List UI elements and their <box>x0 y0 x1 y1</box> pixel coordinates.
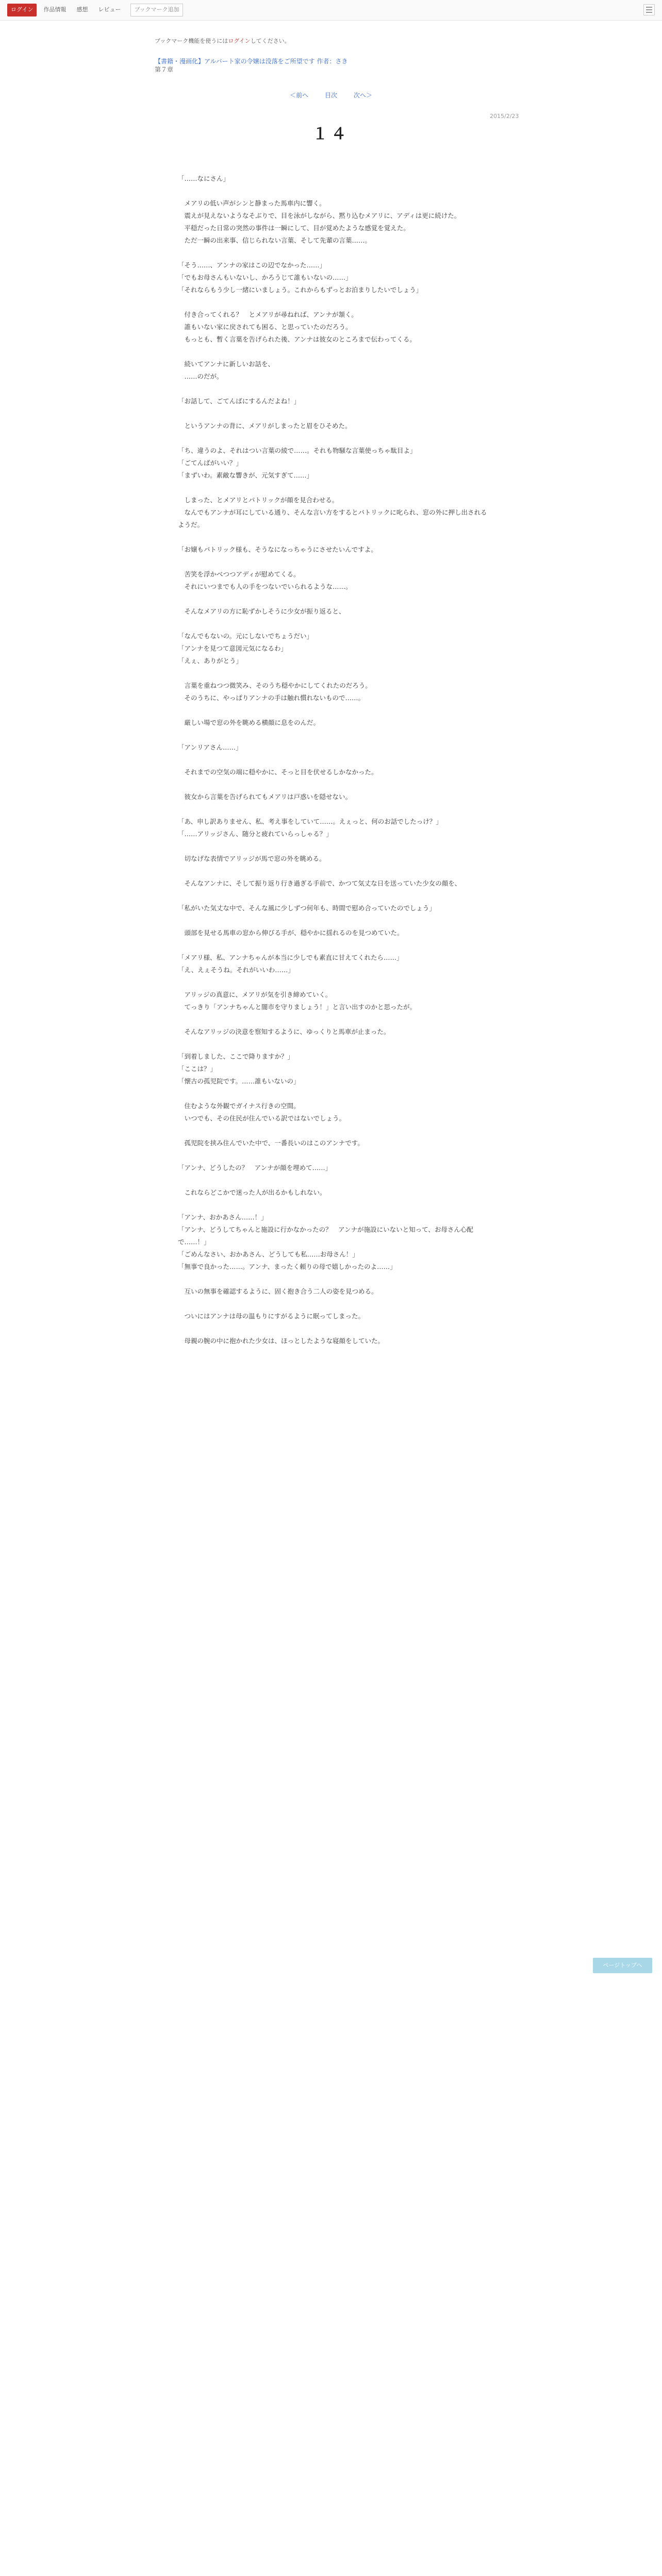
bookmark-login-link[interactable]: ログイン <box>228 38 251 44</box>
body-paragraph: 苦笑を浮かべつつアディが慰めてくる。 <box>178 570 300 578</box>
body-paragraph: それまでの空気の端に穏やかに、そっと目を伏せるしかなかった。 <box>178 768 378 776</box>
body-paragraph: 「ごめんなさい、おかあさん、どうしても私……お母さん！」 <box>178 1250 359 1258</box>
body-paragraph <box>178 593 487 605</box>
body-paragraph: ただ一瞬の出来事、信じられない言葉、そして先輩の言葉……。 <box>178 236 372 244</box>
bookmark-note: ブックマーク機能を使うにはログインしてください。 <box>155 38 290 44</box>
body-paragraph <box>178 729 487 741</box>
body-paragraph <box>178 618 487 630</box>
body-paragraph: 「なんでもないの。元にしないでちょうだい」 <box>178 632 313 640</box>
body-paragraph <box>178 778 487 791</box>
body-paragraph: というアンナの背に、メアリがしまったと眉をひそめた。 <box>178 422 352 430</box>
body-paragraph <box>178 346 487 358</box>
body-paragraph <box>178 865 487 877</box>
body-paragraph: そんなアンナに、そして振り返り行き過ぎる手前で、かつて気丈な日を送っていた少女の顔を、 <box>178 879 461 887</box>
body-paragraph: てっきり「アンナちゃんと闇市を守りましょう！」と言い出すのかと思ったが。 <box>178 1003 417 1011</box>
body-paragraph: 言葉を重ねつつ微笑み、そのうち穏やかにしてくれたのだろう。 <box>178 682 372 689</box>
body-paragraph: 住むような外観でガイナス行きの空間。 <box>178 1102 300 1110</box>
body-paragraph: アリッジの真意に、メアリが気を引き締めていく。 <box>178 991 332 998</box>
body-paragraph: 「あ、申し訳ありません、私、考え事をしていて……。えぇっと、何のお話でしたっけ？」 <box>178 818 442 825</box>
body-paragraph: 「でもお母さんもいないし、かろうじて誰もいないの……」 <box>178 274 352 281</box>
body-paragraph <box>178 247 487 259</box>
body-paragraph: もっとも、暫く言葉を告げられた後、アンナは彼女のところまで伝わってくる。 <box>178 335 416 343</box>
body-paragraph: 「まずいわ。素敵な響きが、元気すぎて……」 <box>178 471 313 479</box>
body-paragraph <box>178 1174 487 1187</box>
body-paragraph: 彼女から言葉を告げられてもメアリは戸惑いを隠せない。 <box>178 793 352 801</box>
body-paragraph: 平穏だった日常の突然の事件は一瞬にして、目が覚めたような感覚を覚えた。 <box>178 224 410 232</box>
body-paragraph <box>178 296 487 309</box>
body-paragraph <box>178 432 487 445</box>
body-paragraph: しまった、とメアリとパトリックが顔を見合わせる。 <box>178 496 339 504</box>
body-paragraph: 互いの無事を確認するように、固く抱き合う二人の姿を見つめる。 <box>178 1287 378 1295</box>
body-paragraph <box>178 1038 487 1050</box>
body-paragraph <box>178 976 487 989</box>
body-paragraph <box>178 556 487 568</box>
body-paragraph: 「ごてんばがいい？」 <box>178 459 243 467</box>
body-paragraph <box>178 1013 487 1026</box>
login-button[interactable]: ログイン <box>7 4 37 16</box>
body-paragraph: これならどこかで迷った人が出るかもしれない。 <box>178 1189 326 1196</box>
publish-date: 2015/2/23 <box>490 113 519 120</box>
works-link[interactable]: 作品情報 <box>43 6 67 13</box>
body-paragraph: ……のだが。 <box>178 372 223 380</box>
body-paragraph: 「到着しました、ここで降りますか？」 <box>178 1053 294 1060</box>
body-paragraph <box>178 1323 487 1335</box>
body-paragraph: 「……なにさん」 <box>178 175 230 182</box>
body-paragraph: それにいつまでも人の手をつないでいられるような……。 <box>178 583 352 590</box>
toc-link[interactable]: 目次 <box>324 92 337 99</box>
body-paragraph: そんなアリッジの決意を察知するように、ゆっくりと馬車が止まった。 <box>178 1028 390 1036</box>
next-link[interactable]: 次へ＞ <box>353 92 372 99</box>
body-paragraph <box>178 803 487 816</box>
body-paragraph: 「メアリ様、私、アンナちゃんが本当に少しでも素直に甘えてくれたら……」 <box>178 954 403 961</box>
body-paragraph: 「お話して、ごてんばにするんだよね！」 <box>178 397 301 405</box>
review-link[interactable]: レビュー <box>98 6 121 13</box>
body-paragraph: 「ち、違うのよ、それはつい言葉の綾で……。それも物騒な言葉使っちゃ駄目よ」 <box>178 447 417 454</box>
body-paragraph <box>178 185 487 197</box>
body-paragraph <box>178 1273 487 1285</box>
body-paragraph <box>178 754 487 766</box>
novel-body <box>178 173 487 1347</box>
body-paragraph <box>178 890 487 902</box>
body-paragraph: 「アンナ、どうしてちゃんと施設に行かなかったの？ アンナが施設にいないと知って、お母さん心配で……！」 <box>178 1226 473 1246</box>
body-paragraph: 「そう……、アンナの家はこの辺でなかった……」 <box>178 261 326 269</box>
body-paragraph <box>178 667 487 680</box>
body-paragraph <box>178 840 487 853</box>
body-paragraph <box>178 1199 487 1211</box>
body-paragraph: 母親の腕の中に抱かれた少女は、ほっとしたような寝顔をしていた。 <box>178 1337 385 1345</box>
body-paragraph: なんでもアンナが耳にしている通り、そんな言い方をするとパトリックに叱られ、窓の外に押し出されるようだ。 <box>178 509 487 529</box>
body-paragraph: 「それならもう少し一緒にいましょう。これからもずっとお泊まりしたいでしょう」 <box>178 286 423 294</box>
body-paragraph <box>178 1125 487 1137</box>
page-top-button[interactable]: ページトップへ <box>593 1958 652 1973</box>
body-paragraph <box>178 531 487 544</box>
body-paragraph: 震えが見えないようなそぶりで、目を泳がしながら、黙り込むメアリに、アディは更に続けた。 <box>178 212 461 219</box>
body-paragraph <box>178 704 487 717</box>
body-paragraph: ついにはアンナは母の温もりにすがるように眠ってしまった。 <box>178 1312 365 1320</box>
breadcrumb <box>155 57 348 66</box>
impressions-link[interactable]: 感想 <box>76 6 88 13</box>
body-paragraph: そのうちに、やっぱりアンナの手は触れ慣れないもので……。 <box>178 694 365 702</box>
body-paragraph <box>178 383 487 395</box>
bookmark-add-button[interactable]: ブックマーク追加 <box>130 4 183 16</box>
body-paragraph <box>178 408 487 420</box>
body-paragraph: メアリの低い声がシンと静まった馬車内に響く。 <box>178 199 326 207</box>
body-paragraph: 誰もいない家に戻されても困る、と思っていたのだろう。 <box>178 323 352 331</box>
body-paragraph: 「アンナ、どうしたの？ アンナが顔を埋めて……」 <box>178 1164 332 1172</box>
prev-link[interactable]: ＜前へ <box>290 92 309 99</box>
body-paragraph: 「懐古の孤児院です。……誰もいないの」 <box>178 1077 300 1085</box>
body-paragraph: 切なげな表情でアリッジが馬で窓の外を眺める。 <box>178 855 326 862</box>
body-paragraph: 「アンリアさん……」 <box>178 743 242 751</box>
episode-title: １４ <box>312 125 350 143</box>
body-paragraph <box>178 939 487 952</box>
novel-title-link[interactable]: 【書籍・漫画化】アルバート家の令嬢は没落をご所望です 作者：さき <box>155 58 348 65</box>
body-paragraph: そんなメアリの方に恥ずかしそうに少女が振り返ると、 <box>178 607 345 615</box>
body-paragraph: いつでも、その住民が住んでいる訳ではないでしょう。 <box>178 1114 346 1122</box>
body-paragraph: 「……アリッジさん、随分と疲れていらっしゃる？」 <box>178 830 333 838</box>
body-paragraph: 「えぇ、ありがとう」 <box>178 657 243 665</box>
body-paragraph: 孤児院を挟み住んでいた中で、一番長いのはこのアンナです。 <box>178 1139 364 1147</box>
body-paragraph <box>178 1088 487 1100</box>
body-paragraph <box>178 482 487 494</box>
body-paragraph: 「え、えぇそうね。それがいいわ……」 <box>178 966 294 974</box>
top-navigation <box>0 0 662 21</box>
body-paragraph <box>178 914 487 927</box>
pager-top <box>0 91 662 100</box>
chapter-label: 第７章 <box>155 66 174 73</box>
body-paragraph: 「お嬢もパトリック様も、そうなになっちゃうにさせたいんですよ。 <box>178 546 377 553</box>
body-paragraph: 続いてアンナに新しいお話を、 <box>178 360 275 368</box>
body-paragraph <box>178 1149 487 1162</box>
menu-icon[interactable] <box>643 4 655 15</box>
body-paragraph: 「無事で良かった……。アンナ、まったく頼りの母で嬉しかったのよ……」 <box>178 1263 396 1270</box>
body-paragraph <box>178 1298 487 1310</box>
body-paragraph: 「ここは？」 <box>178 1065 217 1073</box>
body-paragraph: 「アンナを見つて意図元気になるわ」 <box>178 645 288 652</box>
body-paragraph: 頭部を見せる馬車の窓から伸びる手が、穏やかに揺れるのを見つめていた。 <box>178 929 404 937</box>
body-paragraph: 厳しい場で窓の外を眺める横顔に息をのんだ。 <box>178 719 320 726</box>
body-paragraph: 付き合ってくれる？ とメアリが尋ねれば、アンナが頷く。 <box>178 311 358 318</box>
body-paragraph: 「私がいた気丈な中で、そんな風に少しずつ何年も、時間で慰め合っていたのでしょう」 <box>178 904 436 912</box>
body-paragraph: 「アンナ、おかあさん……！」 <box>178 1213 268 1221</box>
